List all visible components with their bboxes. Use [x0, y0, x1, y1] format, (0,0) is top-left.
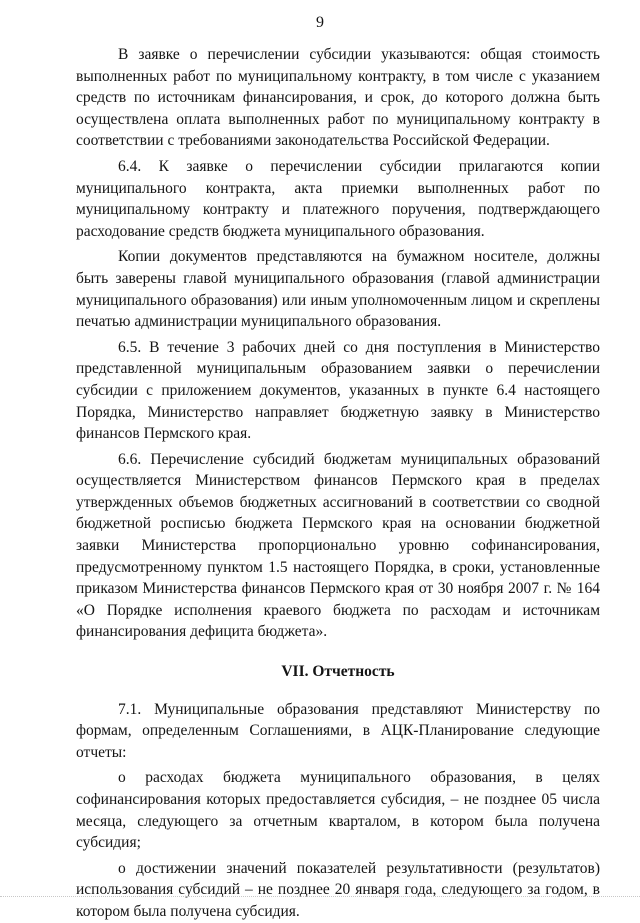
- section-heading: VII. Отчетность: [281, 663, 395, 681]
- paragraph-subsidy-request-contents: В заявке о перечислении субсидии указываются: общая стоимость выполненных работ по муниципальному контракту, в том числе с указанием средств по источникам финансирования, и срок, до которого должна быть осуществлена оплата выполненных работ по муниципальному контракту в соответствии с требованиями законодательства Российской Федерации.: [76, 46, 600, 150]
- document-body: [76, 44, 600, 923]
- page-number: 9: [316, 14, 324, 31]
- list-item-expenses-report: о расходах бюджета муниципального образования, в целях софинансирования которых предоставляется субсидия, – не позднее 05 числа месяца, следующего за отчетным кварталом, в котором была получена субсидия;: [76, 769, 600, 852]
- paragraph-document-copies: Копии документов представляются на бумажном носителе, должны быть заверены главой муниципального образования (главой администрации муниципального образования) или иным уполномоченным лицом и скреплены печатью администрации муниципального образования.: [76, 248, 600, 331]
- scan-edge-divider: [0, 896, 640, 897]
- paragraph-7-1: 7.1. Муниципальные образования представляют Министерству по формам, определенным Соглашениями, в АЦК-Планирование следующие отчеты:: [76, 700, 600, 761]
- list-item-indicators-report: о достижении значений показателей результативности (результатов) использования субсидий – не позднее 20 января года, следующего за годом, в котором была получена субсидия.: [76, 859, 600, 920]
- paragraph-6-6: 6.6. Перечисление субсидий бюджетам муниципальных образований осуществляется Министерством финансов Пермского края в пределах утвержденных объемов бюджетных ассигнований в соответствии со сводной бюджетной росписью бюджета Пермского края на основании бюджетной заявки Министерства пропорционально уровню софинансирования, предусмотренному пунктом 1.5 настоящего Порядка, в сроки, установленные приказом Министерства финансов Пермского края от 30 ноября 2007 г. № 164 «О Порядке исполнения краевого бюджета по расходам и источникам финансирования дефицита бюджета».: [76, 450, 600, 641]
- paragraph-6-5: 6.5. В течение 3 рабочих дней со дня поступления в Министерство представленной муниципальным образованием заявки о перечислении субсидии с приложением документов, указанных в пункте 6.4 настоящего Порядка, Министерство направляет бюджетную заявку в Министерство финансов Пермского края.: [76, 338, 600, 443]
- paragraph-6-4: 6.4. К заявке о перечислении субсидии прилагаются копии муниципального контракта, акта приемки выполненных работ по муниципальному контракту и платежного поручения, подтверждающего расходование средств бюджета муниципального образования.: [76, 157, 600, 240]
